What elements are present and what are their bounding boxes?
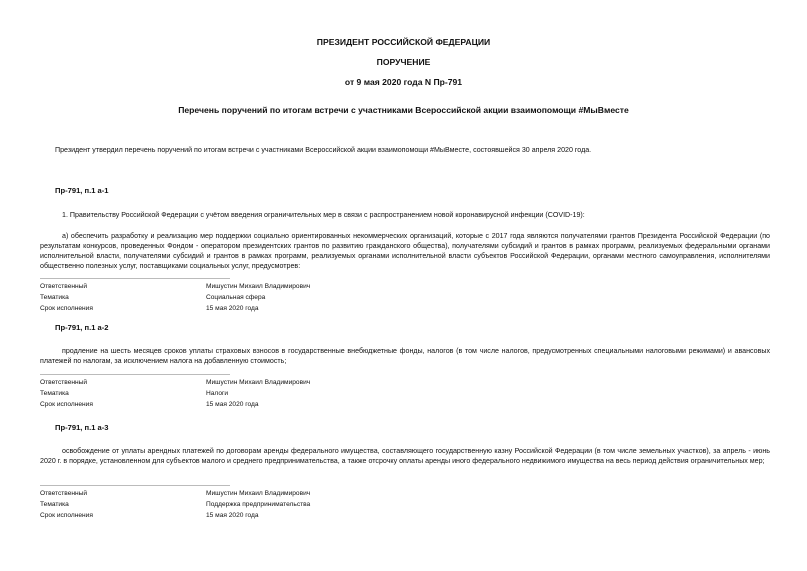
meta-value: 15 мая 2020 года xyxy=(206,401,259,408)
meta-key: Ответственный xyxy=(40,283,88,290)
meta-value: Социальная сфера xyxy=(206,294,266,301)
issuer-heading: ПРЕЗИДЕНТ РОССИЙСКОЙ ФЕДЕРАЦИИ xyxy=(316,37,491,47)
section-paragraph: 1. Правительству Российской Федерации с учётом введения ограничительных мер в связи с распространением новой коронавирусной инфекции (COVID-19): xyxy=(62,211,585,219)
section-title: Пр-791, п.1 а-3 xyxy=(55,423,109,432)
section-title: Пр-791, п.1 а-2 xyxy=(55,323,109,332)
meta-key: Срок исполнения xyxy=(40,401,93,408)
meta-value: Мишустин Михаил Владимирович xyxy=(206,490,311,497)
meta-key: Тематика xyxy=(40,501,69,508)
subject-heading: Перечень поручений по итогам встречи с участниками Всероссийской акции взаимопомощи #МыВместе xyxy=(178,105,629,115)
meta-key: Срок исполнения xyxy=(40,512,93,519)
divider xyxy=(40,278,230,279)
meta-value: 15 мая 2020 года xyxy=(206,512,259,519)
meta-value: Поддержка предпринимательства xyxy=(206,501,311,508)
meta-value: Налоги xyxy=(206,390,229,397)
section-paragraph: продление на шесть месяцев сроков уплаты страховых взносов в государственные внебюджетные фонды, налогов (в том числе налогов, предусмотренных специальными налоговыми режимами) и авансовых платежей по налогам, за исключением налога на добавленную стоимость; xyxy=(40,347,770,365)
divider xyxy=(40,374,230,375)
meta-key: Тематика xyxy=(40,390,69,397)
section-title: Пр-791, п.1 а-1 xyxy=(55,186,109,195)
meta-value: Мишустин Михаил Владимирович xyxy=(206,283,311,290)
date-number-heading: от 9 мая 2020 года N Пр-791 xyxy=(344,77,463,87)
intro-paragraph: Президент утвердил перечень поручений по итогам встречи с участниками Всероссийской акции взаимопомощи #МыВместе, состоявшейся 30 апреля 2020 года. xyxy=(55,146,592,154)
meta-key: Срок исполнения xyxy=(40,305,93,312)
section-paragraph: освобождение от уплаты арендных платежей по договорам аренды федерального имущества, составляющего государственную казну Российской Федерации (в том числе земельных участков), за апрель - июнь 2020 г. в порядке, установленном для субъектов малого и среднего предпринимательства, а также отсрочку оплаты аренды иного федерального недвижимого имущества на весь период действия ограничительных мер; xyxy=(40,447,770,465)
document-type-heading: ПОРУЧЕНИЕ xyxy=(376,57,431,67)
meta-key: Ответственный xyxy=(40,379,88,386)
meta-value: Мишустин Михаил Владимирович xyxy=(206,379,311,386)
meta-value: 15 мая 2020 года xyxy=(206,305,259,312)
section-paragraph: а) обеспечить разработку и реализацию мер поддержки социально ориентированных некоммерческих организаций, которые с 2017 года являются получателями грантов Президента Российской Федерации (по результатам конкурсов, проведенных Фондом - оператором президентских грантов по развитию гражданского общества), получателями субсидий и грантов в рамках программ, реализуемых федеральными органами исполнительной власти, получателями субсидий и грантов в рамках программ, реализуемых органами исполнительной власти субъектов Российской Федерации, органами местного самоуправления, исполнителями общественно полезных услуг, поставщиками социальных услуг, предусмотрев: xyxy=(40,232,770,270)
divider xyxy=(40,485,230,486)
meta-key: Ответственный xyxy=(40,490,88,497)
meta-key: Тематика xyxy=(40,294,69,301)
